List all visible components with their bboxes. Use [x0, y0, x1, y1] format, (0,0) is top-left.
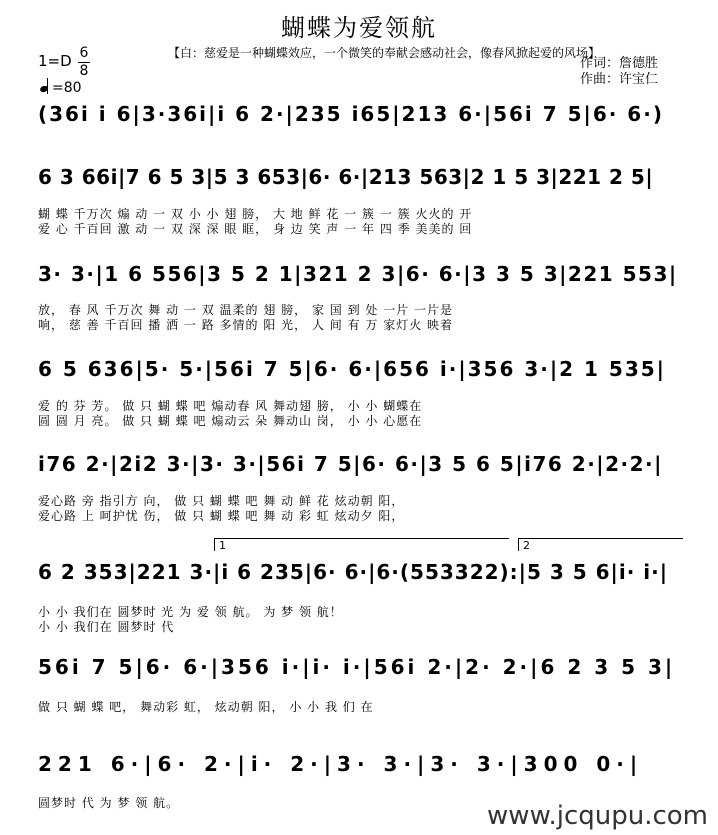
song-description: 【白：慈爱是一种蝴蝶效应，一个微笑的奉献会感动社会，像春风掀起爱的风场】 — [168, 46, 601, 60]
notation-text: 6 2 353|221 3·|i 6 235|6· 6·|6·(553322):|5 3 5 6|i· i·| — [38, 560, 669, 584]
notation-line — [38, 102, 684, 134]
lyricist-credit: 作词：詹德胜 — [580, 56, 659, 71]
lyric-verse-1: 小 小 我们在 圆梦时 光 为 爱 领 航。 为 梦 领 航！ — [38, 605, 343, 619]
notation-line — [38, 452, 684, 484]
lyric-verse-1: 蝴 蝶 千万次 煽 动 一 双 小 小 翅 膀， 大 地 鲜 花 一 簇 一 簇 火火的 开 — [38, 207, 473, 221]
notation-text: 221 6·|6· 2·|i· 2·|3· 3·|3· 3·|300 0·| — [38, 752, 644, 776]
notation-line — [38, 752, 684, 784]
notation-text: i76 2·|2i2 3·|3· 3·|56i 7 5|6· 6·|3 5 6 5|i76 2·|2·2·| — [38, 452, 663, 476]
lyric-verse-1: 做 只 蝴 蝶 吧， 舞动彩 虹， 炫动朝 阳， 小 小 我 们 在 — [38, 700, 374, 714]
time-signature-bottom: 8 — [79, 63, 89, 79]
notation-text: 6 3 66i|7 6 5 3|5 3 653|6· 6·|213 563|2 1 5 3|221 2 5| — [38, 165, 654, 189]
notation-text: (36i i 6|3·36i|i 6 2·|235 i65|213 6·|56i 7 5|6· 6·) — [38, 102, 664, 126]
time-signature — [78, 46, 90, 79]
site-watermark: www.jcqupu.com — [487, 801, 708, 831]
notation-line — [38, 262, 684, 294]
lyric-verse-2: 小 小 我们在 圆梦时 代 — [38, 620, 175, 634]
lyric-verse-1: 爱 的 芬 芳。 做 只 蝴 蝶 吧 煽动春 风 舞动翅 膀， 小 小 蝴蝶在 — [38, 399, 423, 413]
notation-text: 6 5 636|5· 5·|56i 7 5|6· 6·|656 i·|356 3·|2 1 535| — [38, 357, 666, 381]
notation-text: 3· 3·|1 6 556|3 5 2 1|321 2 3|6· 6·|3 3 5 3|221 553| — [38, 262, 678, 286]
lyric-verse-1: 圆梦时 代 为 梦 领 航。 — [38, 796, 180, 810]
notation-line — [38, 357, 684, 389]
key-signature: 1=D — [38, 52, 72, 70]
lyric-verse-1: 爱心路 旁 指引方 向， 做 只 蝴 蝶 吧 舞 动 鲜 花 炫动朝 阳， — [38, 494, 405, 508]
time-signature-top: 6 — [79, 45, 89, 61]
composer-credit: 作曲：许宝仁 — [580, 72, 659, 87]
notation-line — [38, 165, 684, 197]
notation-line — [38, 560, 684, 592]
song-title: 蝴蝶为爱领航 — [281, 14, 437, 42]
lyric-verse-2: 圆 圆 月 亮。 做 只 蝴 蝶 吧 煽动云 朵 舞动山 岗， 小 小 心愿在 — [38, 414, 423, 428]
lyric-verse-2: 爱 心 千百回 激 动 一 双 深 深 眼 眶， 身 边 笑 声 一 年 四 季 美美的 回 — [38, 222, 473, 236]
notation-text: 56i 7 5|6· 6·|356 i·|i· i·|56i 2·|2· 2·|6 2 3 5 3| — [38, 655, 676, 679]
first-ending-bracket: 1 — [214, 538, 509, 551]
second-ending-bracket: 2 — [518, 538, 683, 551]
lyric-verse-2: 爱心路 上 呵护忧 伤， 做 只 蝴 蝶 吧 舞 动 彩 虹 炫动夕 阳， — [38, 509, 405, 523]
lyric-verse-1: 放， 春 风 千万次 舞 动 一 双 温柔的 翅 膀， 家 国 到 处 一片 一片是 — [38, 303, 454, 317]
tempo-marking: =80 — [40, 80, 82, 96]
lyric-verse-2: 响， 慈 善 千百回 播 洒 一 路 多情的 阳 光， 人 间 有 万 家灯火 映着 — [38, 318, 454, 332]
notation-line — [38, 655, 684, 687]
